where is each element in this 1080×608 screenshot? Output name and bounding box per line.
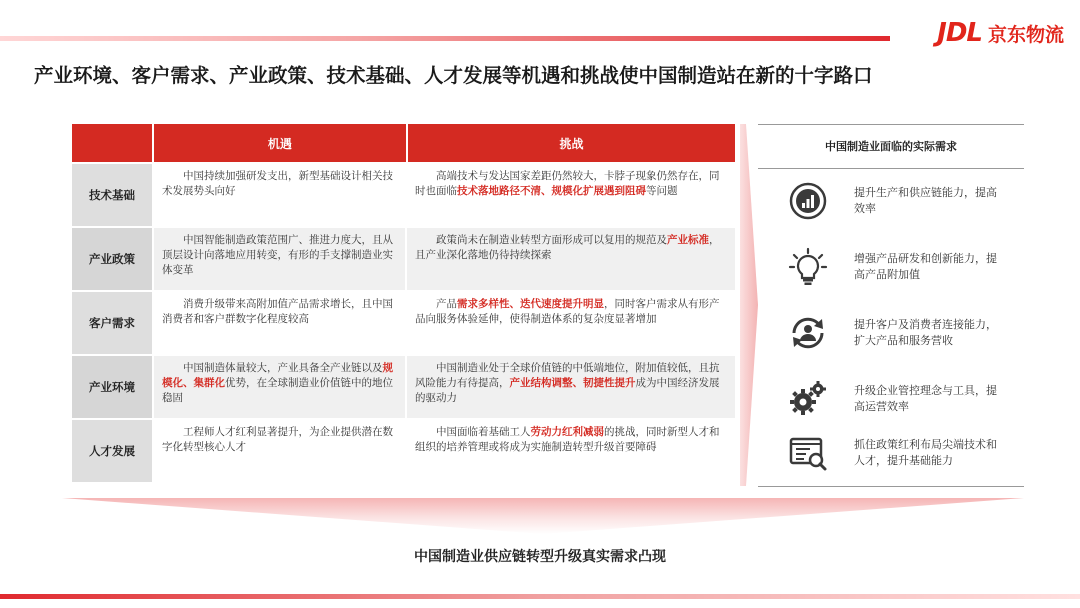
table-row xyxy=(72,418,735,482)
challenge-text: 政策尚未在制造业转型方面形成可以复用的规范及 xyxy=(436,234,667,246)
table-corner xyxy=(72,124,154,162)
challenge-cell xyxy=(407,164,735,226)
challenge-text: 高端技术与发达国家差距仍然较大，卡脖子现象仍然存在，同时也面临 xyxy=(415,170,720,197)
challenge-text: 产品 xyxy=(436,298,457,310)
row-label: 产业环境 xyxy=(72,356,154,418)
challenge-highlight: 技术落地路径不清、规模化扩展遇到阻碍 xyxy=(457,185,646,197)
row-label: 技术基础 xyxy=(72,164,154,226)
table-row xyxy=(72,162,735,226)
opportunity-cell: 中国持续加强研发支出，新型基础设计相关技术发展势头向好 xyxy=(154,164,407,226)
challenge-cell xyxy=(407,292,735,354)
need-item xyxy=(788,428,1024,478)
logo-mark: JDL xyxy=(937,18,982,48)
challenge-text: ，且产业深化落地仍待持续探索 xyxy=(415,234,720,261)
table-row xyxy=(72,290,735,354)
customer-cycle-icon xyxy=(788,313,828,353)
need-item xyxy=(788,176,1024,226)
need-item xyxy=(788,308,1024,358)
conclusion-arrow-band xyxy=(62,498,1024,534)
arrow-right-icon xyxy=(740,124,758,486)
challenge-text: ，同时客户需求从有形产品向服务体验延伸，使得制造体系的复杂度显著增加 xyxy=(415,298,720,325)
challenge-text: 中国面临着基础工人 xyxy=(436,426,531,438)
panel-divider xyxy=(758,124,1024,125)
opportunity-text: 优势，在全球制造业价值链中的地位稳固 xyxy=(162,377,393,404)
panel-divider xyxy=(758,486,1024,487)
header-opportunity: 机遇 xyxy=(154,124,408,162)
challenge-text: 中国制造业处于全球价值链的中低端地位，附加值较低，且抗风险能力有待提高， xyxy=(415,362,720,389)
row-label: 产业政策 xyxy=(72,228,154,290)
footer-accent-line xyxy=(0,594,1080,599)
conclusion-text: 中国制造业供应链转型升级真实需求凸现 xyxy=(414,549,666,565)
table-row xyxy=(72,354,735,418)
document-search-icon xyxy=(788,433,828,473)
panel-title: 中国制造业面临的实际需求 xyxy=(825,140,957,153)
challenge-cell xyxy=(407,228,735,290)
opportunity-highlight: 规模化、集群化 xyxy=(162,362,393,389)
opportunity-cell xyxy=(154,356,407,418)
challenge-cell xyxy=(407,356,735,418)
opportunity-challenge-table xyxy=(72,124,735,482)
header-challenge: 挑战 xyxy=(408,124,735,162)
logo-text: 京东物流 xyxy=(987,23,1064,46)
row-label: 客户需求 xyxy=(72,292,154,354)
challenge-highlight: 产业标准 xyxy=(667,234,709,246)
need-text: 升级企业管控理念与工具，提高运营效率 xyxy=(854,384,997,413)
header-accent-line xyxy=(0,36,890,41)
challenge-highlight: 产业结构调整、韧捷性提升 xyxy=(509,377,636,389)
challenge-text: 等问题 xyxy=(646,185,678,197)
opportunity-cell: 中国智能制造政策范围广、推进力度大，且从顶层设计向落地应用转变，有形的手支撑制造业实体变革 xyxy=(154,228,407,290)
opportunity-text: 中国制造体量较大，产业具备全产业链以及 xyxy=(183,362,383,374)
opportunity-cell: 工程师人才红利显著提升，为企业提供潜在数字化转型核心人才 xyxy=(154,420,407,482)
jdl-logo xyxy=(937,18,1064,48)
chart-badge-icon xyxy=(788,181,828,221)
need-text: 提升生产和供应链能力，提高效率 xyxy=(854,186,997,215)
table-header xyxy=(72,124,735,162)
challenge-text: 的挑战，同时新型人才和组织的培养管理或将成为实施制造转型升级首要障碍 xyxy=(415,426,720,453)
challenge-highlight: 需求多样性、迭代速度提升明显 xyxy=(457,298,604,310)
opportunity-cell: 消费升级带来高附加值产品需求增长，且中国消费者和客户群数字化程度较高 xyxy=(154,292,407,354)
needs-panel xyxy=(758,124,1024,488)
table-row xyxy=(72,226,735,290)
need-item xyxy=(788,242,1024,292)
need-item xyxy=(788,374,1024,424)
need-text: 抓住政策红利布局尖端技术和人才，提升基础能力 xyxy=(854,438,997,467)
row-label: 人才发展 xyxy=(72,420,154,482)
gears-icon xyxy=(788,379,828,419)
challenge-highlight: 劳动力红利减弱 xyxy=(530,426,604,438)
lightbulb-icon xyxy=(788,247,828,287)
challenge-text: 成为中国经济发展的驱动力 xyxy=(415,377,720,404)
panel-divider xyxy=(758,168,1024,169)
challenge-cell xyxy=(407,420,735,482)
page-title: 产业环境、客户需求、产业政策、技术基础、人才发展等机遇和挑战使中国制造站在新的十字路口 xyxy=(34,64,873,87)
need-text: 提升客户及消费者连接能力，扩大产品和服务营收 xyxy=(854,318,997,347)
need-text: 增强产品研发和创新能力，提高产品附加值 xyxy=(854,252,997,281)
